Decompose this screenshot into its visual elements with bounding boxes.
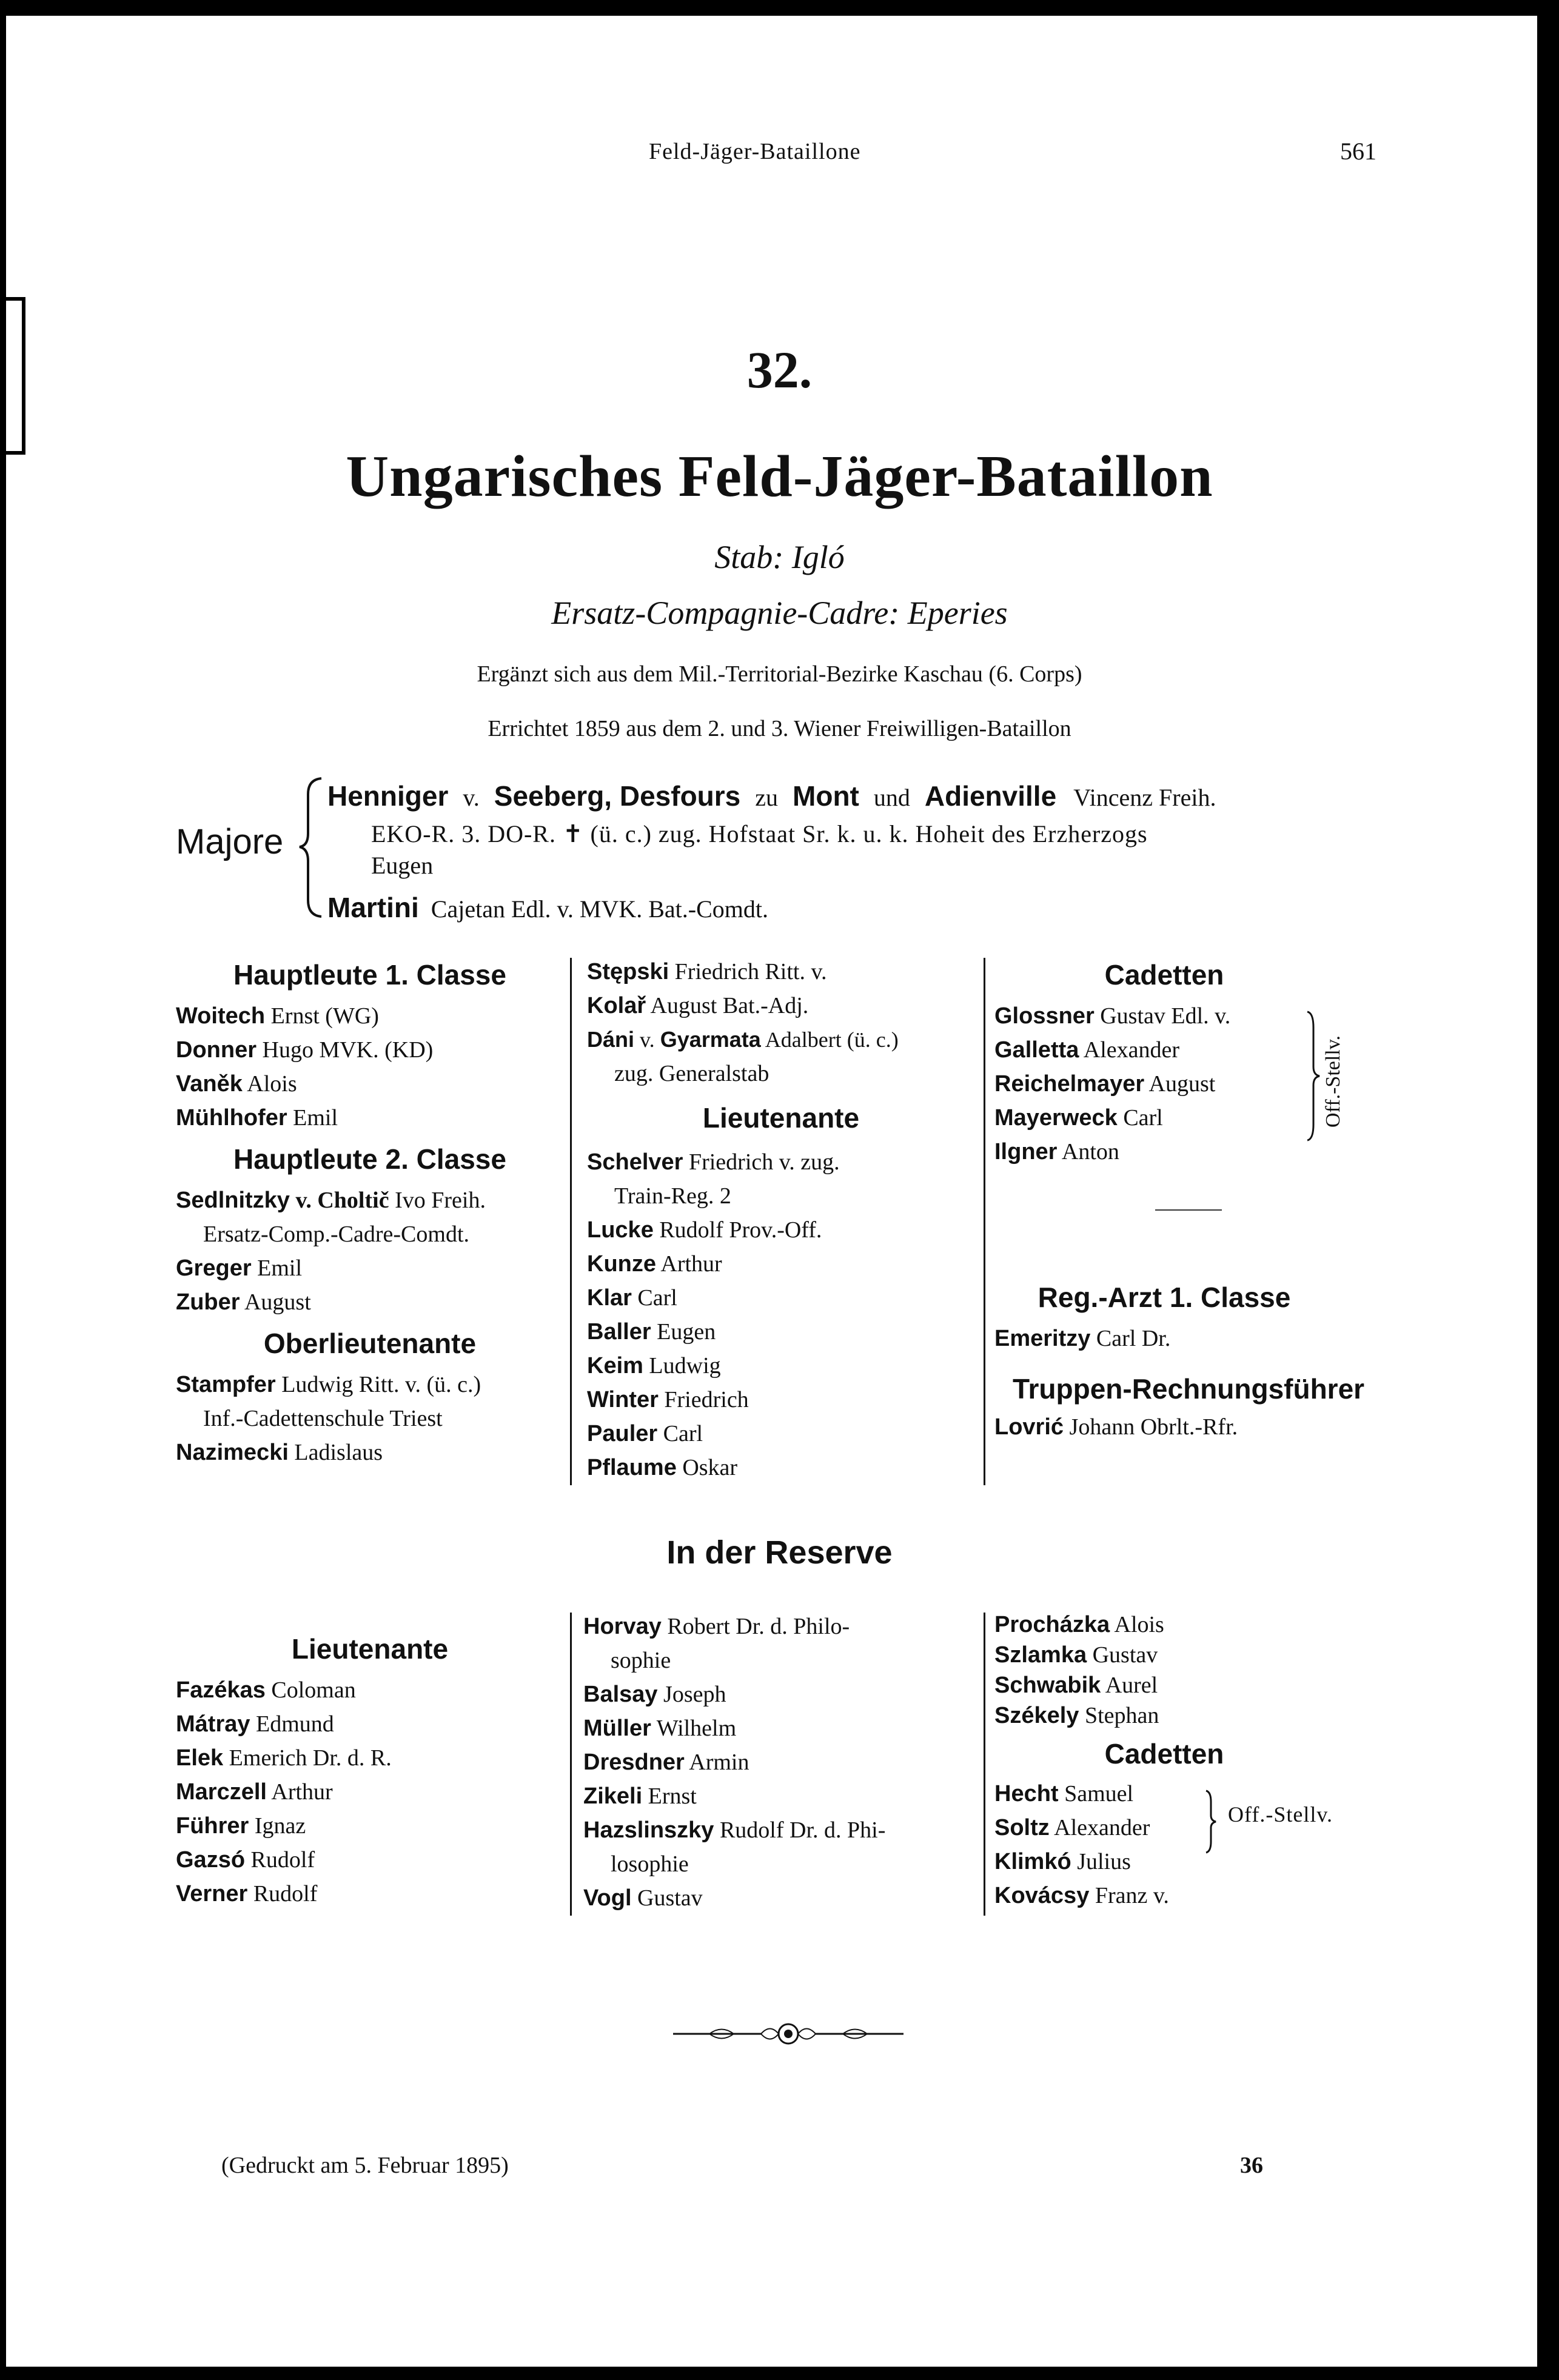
major-2-given: Cajetan Edl. v. MVK. Bat.-Comdt. <box>431 895 769 923</box>
list-item: Müller Wilhelm <box>583 1716 737 1741</box>
major-2-line <box>327 891 768 924</box>
list-item: Stępski Friedrich Ritt. v. <box>587 959 827 984</box>
list-item: Lucke Rudolf Prov.-Off. <box>587 1217 822 1243</box>
list-item: Zikeli Ernst <box>583 1783 697 1809</box>
list-item: Kolař August Bat.-Adj. <box>587 993 809 1018</box>
major-1-surname-2: Seeberg, Desfours <box>494 780 741 812</box>
heading-reserve-lieutenante: Lieutenante <box>291 1633 449 1665</box>
list-item: Reichelmayer August <box>994 1071 1216 1097</box>
list-item: Soltz Alexander <box>994 1815 1150 1840</box>
major-1-given: Vincenz Freih. <box>1073 784 1216 811</box>
major-1-surname-3: Mont <box>793 780 859 812</box>
list-item: Verner Rudolf <box>176 1881 318 1907</box>
major-2-surname: Martini <box>327 892 419 923</box>
major-1-line-3: Eugen <box>371 852 434 879</box>
heading-reserve-cadetten: Cadetten <box>1104 1738 1224 1770</box>
scan-border-bottom <box>0 2367 1559 2380</box>
reserve-heading: In der Reserve <box>666 1534 893 1571</box>
list-item: Dáni v. Gyarmata Adalbert (ü. c.) <box>587 1027 899 1052</box>
list-item: Hazslinszky Rudolf Dr. d. Phi- <box>583 1817 886 1843</box>
list-item: Sedlnitzky v. Choltič Ivo Freih. <box>176 1188 486 1213</box>
list-item: Stampfer Ludwig Ritt. v. (ü. c.) <box>176 1372 481 1397</box>
list-item-continuation: sophie <box>611 1648 671 1673</box>
list-item: Gazsó Rudolf <box>176 1847 315 1873</box>
printed-date: (Gedruckt am 5. Februar 1895) <box>221 2153 509 2178</box>
reserve-off-stellv-brace <box>1204 1788 1218 1855</box>
list-item: Zuber August <box>176 1289 311 1315</box>
reserve-column-3 <box>994 1610 1383 1913</box>
heading-truppen-rechnungsfuehrer: Truppen-Rechnungsführer <box>1012 1373 1365 1405</box>
reserve-column-1 <box>176 1625 564 1911</box>
major-1-und: und <box>873 784 910 811</box>
heading-lieutenante: Lieutenante <box>702 1102 860 1134</box>
sheet-number: 36 <box>1240 2153 1263 2178</box>
list-item: Mayerweck Carl <box>994 1105 1163 1131</box>
list-item: Emeritzy Carl Dr. <box>994 1326 1171 1351</box>
list-item: Pauler Carl <box>587 1421 703 1446</box>
list-item: Donner Hugo MVK. (KD) <box>176 1037 434 1063</box>
list-item: Greger Emil <box>176 1255 303 1281</box>
list-item: Elek Emerich Dr. d. R. <box>176 1745 392 1771</box>
list-item: Klimkó Julius <box>994 1849 1131 1874</box>
list-item: Mühlhofer Emil <box>176 1105 338 1131</box>
major-1-surname-4: Adienville <box>924 780 1057 812</box>
list-item: Fazékas Coloman <box>176 1677 356 1703</box>
column-divider <box>570 958 572 1485</box>
ornament-icon <box>673 2019 904 2049</box>
list-item: Winter Friedrich <box>587 1387 749 1412</box>
majore-brace <box>297 776 327 918</box>
off-stellv-label: Off.-Stellv. <box>1322 1035 1344 1128</box>
list-item: Führer Ignaz <box>176 1813 306 1839</box>
list-item: Ilgner Anton <box>994 1139 1119 1165</box>
major-1-line-1 <box>327 780 1216 812</box>
list-item: Nazimecki Ladislaus <box>176 1440 383 1465</box>
page-title: Ungarisches Feld-Jäger-Bataillon <box>346 444 1213 509</box>
list-item: Lovrić Johann Obrlt.-Rfr. <box>994 1414 1238 1440</box>
list-item: Keim Ludwig <box>587 1353 721 1379</box>
list-item: Mátray Edmund <box>176 1711 334 1737</box>
off-stellv-brace <box>1304 1009 1322 1143</box>
list-item: Woitech Ernst (WG) <box>176 1003 379 1029</box>
reserve-off-stellv-label: Off.-Stellv. <box>1228 1802 1333 1827</box>
list-item-continuation: Ersatz-Comp.-Cadre-Comdt. <box>203 1222 470 1247</box>
short-rule <box>1155 1209 1222 1211</box>
list-item: Galletta Alexander <box>994 1037 1180 1063</box>
page-number: 561 <box>1340 138 1376 165</box>
column-divider <box>570 1613 572 1916</box>
column-3-lower <box>994 1273 1383 1444</box>
list-item: Glossner Gustav Edl. v. <box>994 1003 1231 1029</box>
list-item-continuation: losophie <box>611 1851 689 1877</box>
list-item-continuation: Train-Reg. 2 <box>614 1183 731 1209</box>
list-item: Vaněk Alois <box>176 1071 297 1097</box>
heading-cadetten: Cadetten <box>1104 959 1224 991</box>
list-item: Székely Stephan <box>994 1703 1159 1728</box>
list-item: Horvay Robert Dr. d. Philo- <box>583 1614 850 1639</box>
running-title: Feld-Jäger-Bataillone <box>649 139 861 164</box>
major-1-surname: Henniger <box>327 780 449 812</box>
scan-border-top <box>0 0 1559 16</box>
column-divider <box>984 958 985 1485</box>
errichtet-line: Errichtet 1859 aus dem 2. und 3. Wiener Freiwilligen-Bataillon <box>488 716 1071 741</box>
list-item: Vogl Gustav <box>583 1885 703 1911</box>
list-item: Marczell Arthur <box>176 1779 333 1805</box>
reserve-column-2 <box>583 1610 971 1915</box>
major-1-zu: zu <box>755 784 779 811</box>
majore-label: Majore <box>176 822 284 861</box>
ersatz-line: Ersatz-Compagnie-Cadre: Eperies <box>551 595 1008 631</box>
list-item: Klar Carl <box>587 1285 677 1311</box>
list-item-continuation: zug. Generalstab <box>614 1061 769 1086</box>
column-divider <box>984 1613 985 1916</box>
list-item: Kovácsy Franz v. <box>994 1883 1169 1908</box>
list-item: Baller Eugen <box>587 1319 716 1345</box>
list-item: Szlamka Gustav <box>994 1642 1158 1668</box>
list-item: Schelver Friedrich v. zug. <box>587 1149 840 1175</box>
list-item: Balsay Joseph <box>583 1682 726 1707</box>
heading-reg-arzt: Reg.-Arzt 1. Classe <box>1038 1282 1291 1313</box>
heading-hauptleute-2: Hauptleute 2. Classe <box>233 1143 506 1175</box>
heading-oberlieutenante: Oberlieutenante <box>263 1328 477 1359</box>
major-1-line-2: EKO-R. 3. DO-R. ✝ (ü. c.) zug. Hofstaat Sr. k. u. k. Hoheit des Erzherzogs <box>371 820 1148 847</box>
section-number: 32. <box>746 341 813 399</box>
list-item: Dresdner Armin <box>583 1750 749 1775</box>
list-item: Kunze Arthur <box>587 1251 722 1277</box>
list-item-continuation: Inf.-Cadettenschule Triest <box>203 1406 443 1431</box>
list-item: Schwabik Aurel <box>994 1673 1158 1698</box>
erganzt-line: Ergänzt sich aus dem Mil.-Territorial-Bezirke Kaschau (6. Corps) <box>477 661 1082 687</box>
stab-line: Stab: Igló <box>714 539 845 575</box>
major-1-v: v. <box>463 784 480 811</box>
column-1 <box>176 951 564 1469</box>
list-item: Procházka Alois <box>994 1612 1164 1637</box>
list-item: Hecht Samuel <box>994 1781 1134 1807</box>
list-item: Pflaume Oskar <box>587 1455 738 1480</box>
column-2 <box>587 955 975 1485</box>
heading-hauptleute-1: Hauptleute 1. Classe <box>233 959 506 991</box>
